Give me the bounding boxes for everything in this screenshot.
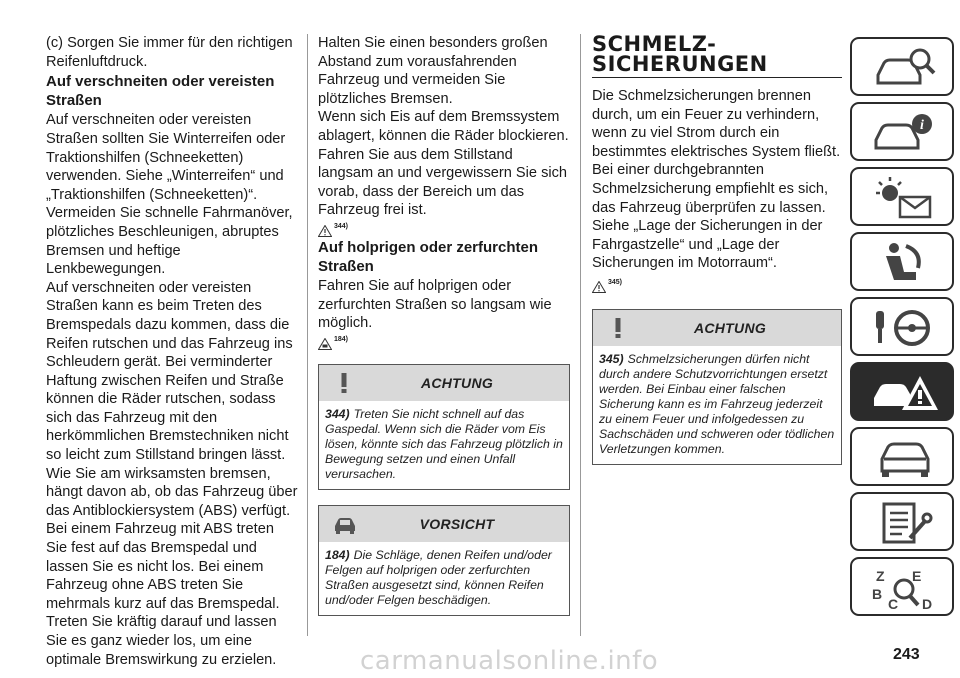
car-icon	[331, 512, 359, 536]
tab-safety[interactable]	[850, 232, 954, 291]
reference-number: 184)	[334, 336, 349, 344]
paragraph: Wenn sich Eis auf dem Bremssystem ablagert, können die Räder blockieren.	[318, 109, 569, 144]
tab-car-overview[interactable]	[850, 37, 954, 96]
warning-box	[592, 309, 842, 465]
alphabet-index-icon	[870, 565, 940, 611]
paragraph: Die Schmelzsicherungen brennen durch, um ein Feuer zu verhindern, wenn zu viel Strom durch ein bestimmtes elektrisches System fließt. Bei einer durchgebrannten Schmelzsicherung empfiehlt es sich, das Fahrzeug überprüfen zu lassen. Siehe „Lage der Sicherungen in der Fahrgastzelle“ und „Lage der Sicherungen im Motorraum“.	[592, 88, 841, 272]
column-divider	[580, 34, 581, 636]
paragraph: Auf verschneiten oder vereisten Straßen kann es beim Treten des Bremspedals dazu kommen, dass die Reifen rutschen und das Fahrzeug ins Schleudern gerät. Bei verminderter Haftung zwischen Reifen und Straße können die Räder rutschen, sodass sich das Fahrzeug mit den herkömmlichen Bremstechniken nicht so leicht zum Stillstand bringen lässt.	[46, 279, 293, 464]
warning-box-header	[593, 310, 841, 346]
page-number: 243	[893, 646, 920, 663]
caution-box-header	[319, 506, 569, 542]
paragraph: Halten Sie einen besonders großen Abstand zum vorausfahrenden Fahrzeug und vermeiden Sie plötzliches Bremsen.	[318, 35, 548, 107]
reference-number: 344)	[334, 223, 349, 231]
warning-box-text	[319, 401, 569, 489]
tab-technical-data[interactable]	[850, 492, 954, 551]
caution-car-icon	[318, 338, 332, 350]
warning-reference[interactable]	[592, 277, 842, 293]
section-heading: Auf holprigen oder zerfurchten Straßen	[318, 238, 539, 275]
caution-box	[318, 505, 570, 616]
car-front-icon	[870, 435, 940, 481]
svg-text:Z: Z	[876, 568, 885, 584]
tab-car-info[interactable]	[850, 102, 954, 161]
paragraph: Vermeiden Sie schnelle Fahrmanöver, plötzliches Beschleunigen, abruptes Bremsen und heftige Lenkbewegungen.	[46, 205, 293, 278]
svg-text:D: D	[922, 596, 933, 611]
paragraph: Bei einem Fahrzeug mit ABS treten Sie fest auf das Bremspedal und lassen Sie es nicht los. Bei einem Fahrzeug ohne ABS treten Sie mehrmals kurz auf das Bremspedal. Treten Sie kräftig darauf und lassen Sie es ganz wieder los, um eine optimale Bremswirkung zu erzielen.	[46, 521, 280, 668]
page-title-line: SICHERUNGEN	[592, 52, 768, 76]
caution-reference[interactable]	[318, 334, 570, 350]
car-warning-triangle-icon	[870, 370, 940, 416]
watermark: carmanualsonline.info	[360, 646, 659, 676]
column-right	[592, 34, 842, 465]
caution-title: VORSICHT	[419, 515, 495, 532]
paragraph: Fahren Sie aus dem Stillstand langsam an und vergewissern Sie sich vorab, dass der Bereich um das Fahrzeug frei ist.	[318, 146, 568, 219]
section-heading: Auf verschneiten oder vereisten Straßen	[46, 73, 275, 109]
warning-text: Schmelzsicherungen dürfen nicht durch andere Schutzvorrichtungen ersetzt werden. Bei Einbau einer falschen Sicherung kann es im Fahrzeug jederzeit zu einem Feuer und infolgedessen zu Sachschäden und schweren oder tödlichen Verletzungen kommen.	[599, 351, 835, 456]
key-steering-wheel-icon	[870, 305, 940, 351]
column-left	[46, 34, 298, 669]
warning-lights-envelope-icon	[870, 175, 940, 221]
svg-text:E: E	[912, 568, 922, 584]
warning-text: Treten Sie nicht schnell auf das Gaspedal. Wenn sich die Räder vom Eis lösen, könnte sich das Fahrzeug plötzlich in Bewegung setzen und einen Unfall verursachen.	[325, 406, 563, 481]
paragraph: (c) Sorgen Sie immer für den richtigen Reifenluftdruck.	[46, 35, 293, 70]
exclamation-icon	[331, 371, 357, 395]
paragraph: Wie Sie am wirksamsten bremsen, hängt davon ab, ob das Fahrzeug über das Antiblockiersystem (ABS) verfügt.	[46, 465, 298, 519]
column-divider	[307, 34, 308, 636]
warning-triangle-icon	[318, 225, 332, 237]
exclamation-icon	[605, 316, 631, 340]
car-magnifier-icon	[870, 45, 940, 91]
caution-text: Die Schläge, denen Reifen und/oder Felgen auf holprigen oder zerfurchten Straßen ausgesetzt sind, können Reifen und/oder Felgen beschädigen.	[325, 547, 552, 607]
car-info-icon	[870, 110, 940, 156]
warning-reference[interactable]	[318, 221, 570, 237]
svg-text:C: C	[888, 596, 899, 611]
seat-airbag-icon	[870, 240, 940, 286]
tab-starting-driving[interactable]	[850, 297, 954, 356]
warning-triangle-icon	[592, 281, 606, 293]
tab-maintenance[interactable]	[850, 427, 954, 486]
paragraph: Fahren Sie auf holprigen oder zerfurchten Straßen so langsam wie möglich.	[318, 278, 552, 332]
tab-warning-lights[interactable]	[850, 167, 954, 226]
warning-box	[318, 364, 570, 490]
checklist-wrench-icon	[870, 500, 940, 546]
reference-number: 345)	[608, 279, 623, 287]
svg-text:i: i	[920, 118, 924, 133]
warning-title: ACHTUNG	[420, 374, 494, 391]
column-middle	[318, 34, 570, 616]
paragraph: Auf verschneiten oder vereisten Straßen sollten Sie Winterreifen oder Traktionshilfen (Schneeketten) verwenden. Siehe „Winterreifen“ und „Traktionshilfen (Schneeketten)“.	[46, 112, 286, 203]
warning-number: 344)	[325, 406, 350, 421]
warning-box-text	[593, 346, 841, 464]
svg-text:B: B	[872, 586, 883, 602]
page-title	[592, 34, 842, 78]
warning-title: ACHTUNG	[693, 319, 767, 336]
tab-index[interactable]	[850, 557, 954, 616]
warning-number: 345)	[599, 351, 624, 366]
caution-number: 184)	[325, 547, 350, 562]
tab-emergency[interactable]	[850, 362, 954, 421]
caution-box-text	[319, 542, 569, 615]
page-title-line: SCHMELZ-	[592, 32, 717, 56]
warning-box-header	[319, 365, 569, 401]
